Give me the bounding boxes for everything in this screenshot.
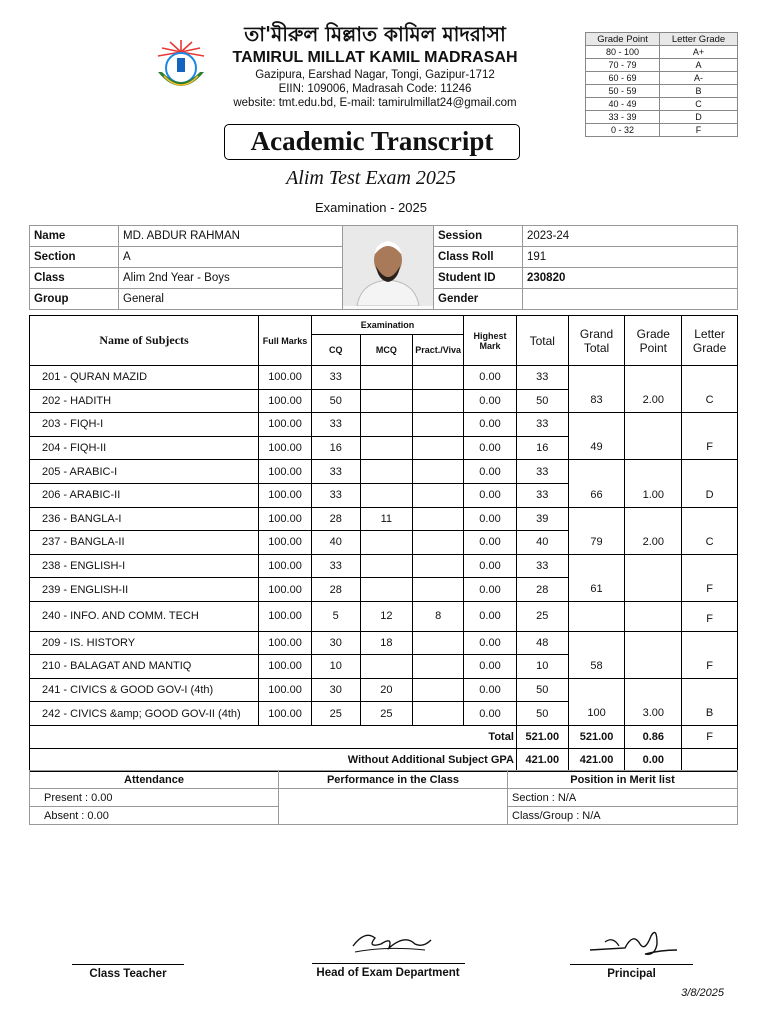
present-value: Present : 0.00 (30, 789, 279, 807)
grand-total-header: Grand Total (568, 316, 625, 366)
performance-header: Performance in the Class (279, 771, 508, 789)
grade-point (625, 413, 682, 460)
subject-total: 33 (516, 460, 568, 484)
full-marks-header: Full Marks (259, 316, 312, 366)
session-label: Session (434, 226, 523, 247)
grade-letter: C (660, 98, 738, 111)
letter-grade: B (682, 678, 738, 725)
gpa-row-lg (682, 748, 738, 771)
subject-name: 205 - ARABIC-I (30, 460, 259, 484)
gpa-row-grand: 421.00 (568, 748, 625, 771)
mcq-mark (360, 483, 413, 507)
principal-signature (585, 922, 680, 962)
cq-mark: 10 (311, 655, 360, 679)
full-marks: 100.00 (259, 507, 312, 531)
highest-mark: 0.00 (464, 483, 517, 507)
session-value: 2023-24 (523, 226, 738, 247)
grand-total: 61 (568, 554, 625, 601)
subject-total: 10 (516, 655, 568, 679)
mcq-mark: 20 (360, 678, 413, 702)
subject-name: 236 - BANGLA-I (30, 507, 259, 531)
grade-range: 40 - 49 (586, 98, 660, 111)
pract-mark (413, 678, 464, 702)
highest-mark: 0.00 (464, 631, 517, 655)
subject-total: 33 (516, 366, 568, 390)
mcq-mark (360, 578, 413, 602)
pract-mark (413, 531, 464, 555)
total-row-gp: 0.86 (625, 725, 682, 748)
table-row (30, 366, 738, 390)
madrasah-name-bangla: তা'মীরুল মিল্লাত কামিল মাদরাসা (244, 22, 506, 46)
gender-label: Gender (434, 289, 523, 310)
subject-total: 16 (516, 436, 568, 460)
full-marks: 100.00 (259, 460, 312, 484)
full-marks: 100.00 (259, 531, 312, 555)
cq-mark: 5 (311, 601, 360, 631)
cq-mark: 33 (311, 554, 360, 578)
grade-point (625, 631, 682, 678)
grade-scale-row (586, 85, 738, 98)
cq-mark: 28 (311, 507, 360, 531)
subject-name: 203 - FIQH-I (30, 413, 259, 437)
grade-letter: B (660, 85, 738, 98)
cq-mark: 30 (311, 678, 360, 702)
subject-name: 237 - BANGLA-II (30, 531, 259, 555)
cq-mark: 40 (311, 531, 360, 555)
grade-range: 80 - 100 (586, 46, 660, 59)
madrasah-contact: website: tmt.edu.bd, E-mail: tamirulmillat24@gmail.com (233, 97, 517, 109)
pract-mark (413, 436, 464, 460)
cq-mark: 33 (311, 483, 360, 507)
grand-total: 100 (568, 678, 625, 725)
grade-scale-row (586, 98, 738, 111)
subject-name: 242 - CIVICS &amp; GOOD GOV-II (4th) (30, 702, 259, 726)
highest-mark: 0.00 (464, 702, 517, 726)
table-row (30, 631, 738, 655)
grade-point: 3.00 (625, 678, 682, 725)
grade-range: 50 - 59 (586, 85, 660, 98)
mcq-header: MCQ (360, 335, 413, 366)
grade-letter: A- (660, 72, 738, 85)
grade-scale-row (586, 72, 738, 85)
class-value: Alim 2nd Year - Boys (119, 268, 343, 289)
student-id-label: Student ID (434, 268, 523, 289)
grade-range: 70 - 79 (586, 59, 660, 72)
pract-mark (413, 554, 464, 578)
madrasah-codes: EIIN: 109006, Madrasah Code: 11246 (278, 83, 472, 95)
exam-label: Examination - 2025 (314, 200, 427, 215)
mcq-mark: 11 (360, 507, 413, 531)
grand-total (568, 601, 625, 631)
full-marks: 100.00 (259, 389, 312, 413)
grade-range: 33 - 39 (586, 111, 660, 124)
performance-value (279, 789, 508, 825)
subject-name: 204 - FIQH-II (30, 436, 259, 460)
subject-name: 206 - ARABIC-II (30, 483, 259, 507)
pract-mark (413, 655, 464, 679)
student-name: MD. ABDUR RAHMAN (119, 226, 343, 247)
subject-name: 239 - ENGLISH-II (30, 578, 259, 602)
subject-name: 201 - QURAN MAZID (30, 366, 259, 390)
subject-total: 28 (516, 578, 568, 602)
grade-scale-row (586, 111, 738, 124)
subject-total: 33 (516, 554, 568, 578)
letter-grade-header: Letter Grade (660, 33, 738, 46)
grand-total: 49 (568, 413, 625, 460)
mcq-mark (360, 366, 413, 390)
subject-total: 33 (516, 413, 568, 437)
madrasah-address: Gazipura, Earshad Nagar, Tongi, Gazipur-1712 (255, 69, 495, 81)
highest-mark: 0.00 (464, 601, 517, 631)
grade-scale-row (586, 59, 738, 72)
summary-table (29, 770, 738, 825)
examination-header: Examination (311, 316, 463, 335)
subject-total: 40 (516, 531, 568, 555)
cq-mark: 16 (311, 436, 360, 460)
total-row-grand: 521.00 (568, 725, 625, 748)
grade-letter: F (660, 124, 738, 137)
full-marks: 100.00 (259, 578, 312, 602)
mcq-mark: 18 (360, 631, 413, 655)
total-header: Total (516, 316, 568, 366)
table-row (30, 678, 738, 702)
gpa-row-label: Without Additional Subject GPA (30, 748, 517, 771)
section-position: Section : N/A (508, 789, 738, 807)
cq-header: CQ (311, 335, 360, 366)
cq-mark: 33 (311, 460, 360, 484)
full-marks: 100.00 (259, 554, 312, 578)
subject-total: 33 (516, 483, 568, 507)
highest-mark-header: Highest Mark (464, 316, 517, 366)
gpa-row-gp: 0.00 (625, 748, 682, 771)
table-row (30, 460, 738, 484)
exam-name: Alim Test Exam 2025 (286, 167, 456, 189)
full-marks: 100.00 (259, 655, 312, 679)
full-marks: 100.00 (259, 483, 312, 507)
group-label: Group (30, 289, 119, 310)
total-row-lg: F (682, 725, 738, 748)
full-marks: 100.00 (259, 702, 312, 726)
head-label: Head of Exam Department (316, 967, 460, 979)
attendance-header: Attendance (30, 771, 279, 789)
subject-name: 202 - HADITH (30, 389, 259, 413)
grand-total: 79 (568, 507, 625, 554)
grand-total: 66 (568, 460, 625, 507)
merit-header: Position in Merit list (508, 771, 738, 789)
letter-grade-header: Letter Grade (682, 316, 738, 366)
table-row (30, 507, 738, 531)
mcq-mark: 12 (360, 601, 413, 631)
grade-scale-table (585, 32, 738, 137)
student-id-value: 230820 (523, 268, 738, 289)
grade-scale-row (586, 46, 738, 59)
grade-letter: A (660, 59, 738, 72)
principal-line (570, 964, 693, 965)
pract-mark (413, 631, 464, 655)
total-row-total: 521.00 (516, 725, 568, 748)
mcq-mark (360, 389, 413, 413)
subject-name: 209 - IS. HISTORY (30, 631, 259, 655)
full-marks: 100.00 (259, 678, 312, 702)
issue-date: 3/8/2025 (681, 987, 724, 999)
pract-mark (413, 507, 464, 531)
mcq-mark (360, 655, 413, 679)
group-value: General (119, 289, 343, 310)
gender-value (523, 289, 738, 310)
document-title: Academic Transcript (224, 124, 520, 160)
mcq-mark (360, 460, 413, 484)
section-value: A (119, 247, 343, 268)
mcq-mark (360, 436, 413, 460)
letter-grade: F (682, 631, 738, 678)
highest-mark: 0.00 (464, 460, 517, 484)
subject-total: 48 (516, 631, 568, 655)
student-info-table (29, 225, 738, 310)
grade-range: 60 - 69 (586, 72, 660, 85)
subject-name: 210 - BALAGAT AND MANTIQ (30, 655, 259, 679)
highest-mark: 0.00 (464, 655, 517, 679)
highest-mark: 0.00 (464, 678, 517, 702)
letter-grade: D (682, 460, 738, 507)
table-row (30, 554, 738, 578)
mcq-mark: 25 (360, 702, 413, 726)
pract-mark (413, 366, 464, 390)
grade-point: 2.00 (625, 507, 682, 554)
student-photo (343, 226, 434, 310)
subject-header: Name of Subjects (30, 316, 259, 366)
letter-grade: C (682, 366, 738, 413)
pract-mark: 8 (413, 601, 464, 631)
name-label: Name (30, 226, 119, 247)
highest-mark: 0.00 (464, 578, 517, 602)
head-line (312, 963, 465, 964)
cq-mark: 30 (311, 631, 360, 655)
highest-mark: 0.00 (464, 389, 517, 413)
letter-grade: C (682, 507, 738, 554)
cq-mark: 25 (311, 702, 360, 726)
full-marks: 100.00 (259, 601, 312, 631)
class-teacher-label: Class Teacher (89, 968, 167, 980)
grade-point (625, 601, 682, 631)
class-teacher-line (72, 964, 184, 965)
table-row (30, 413, 738, 437)
pract-mark (413, 702, 464, 726)
cq-mark: 28 (311, 578, 360, 602)
subject-name: 241 - CIVICS & GOOD GOV-I (4th) (30, 678, 259, 702)
grade-range: 0 - 32 (586, 124, 660, 137)
highest-mark: 0.00 (464, 366, 517, 390)
grade-point (625, 554, 682, 601)
principal-label: Principal (607, 968, 656, 980)
cq-mark: 33 (311, 366, 360, 390)
grade-point-header: Grade Point (625, 316, 682, 366)
subject-total: 50 (516, 702, 568, 726)
grand-total: 83 (568, 366, 625, 413)
gpa-row-total: 421.00 (516, 748, 568, 771)
grade-letter: D (660, 111, 738, 124)
subject-total: 25 (516, 601, 568, 631)
highest-mark: 0.00 (464, 554, 517, 578)
mcq-mark (360, 413, 413, 437)
highest-mark: 0.00 (464, 413, 517, 437)
total-row-label: Total (30, 725, 517, 748)
head-signature (345, 926, 435, 958)
letter-grade: F (682, 601, 738, 631)
madrasah-logo (150, 38, 212, 96)
pract-mark (413, 483, 464, 507)
section-label: Section (30, 247, 119, 268)
cq-mark: 50 (311, 389, 360, 413)
pract-mark (413, 460, 464, 484)
grade-scale-row (586, 124, 738, 137)
highest-mark: 0.00 (464, 531, 517, 555)
letter-grade: F (682, 554, 738, 601)
class-roll-label: Class Roll (434, 247, 523, 268)
letter-grade: F (682, 413, 738, 460)
subject-name: 240 - INFO. AND COMM. TECH (30, 601, 259, 631)
subject-total: 50 (516, 678, 568, 702)
subject-total: 39 (516, 507, 568, 531)
pract-mark (413, 389, 464, 413)
grade-letter: A+ (660, 46, 738, 59)
mcq-mark (360, 531, 413, 555)
grand-total: 58 (568, 631, 625, 678)
full-marks: 100.00 (259, 413, 312, 437)
pract-mark (413, 578, 464, 602)
marks-table (29, 315, 738, 772)
pract-viva-header: Pract./Viva (413, 335, 464, 366)
subject-name: 238 - ENGLISH-I (30, 554, 259, 578)
grade-point: 1.00 (625, 460, 682, 507)
cq-mark: 33 (311, 413, 360, 437)
highest-mark: 0.00 (464, 436, 517, 460)
madrasah-name-english: TAMIRUL MILLAT KAMIL MADRASAH (232, 49, 518, 66)
grade-point: 2.00 (625, 366, 682, 413)
class-roll-value: 191 (523, 247, 738, 268)
absent-value: Absent : 0.00 (30, 807, 279, 825)
full-marks: 100.00 (259, 436, 312, 460)
table-row (30, 601, 738, 631)
mcq-mark (360, 554, 413, 578)
full-marks: 100.00 (259, 631, 312, 655)
full-marks: 100.00 (259, 366, 312, 390)
subject-total: 50 (516, 389, 568, 413)
class-label: Class (30, 268, 119, 289)
pract-mark (413, 413, 464, 437)
highest-mark: 0.00 (464, 507, 517, 531)
grade-point-header: Grade Point (586, 33, 660, 46)
class-position: Class/Group : N/A (508, 807, 738, 825)
